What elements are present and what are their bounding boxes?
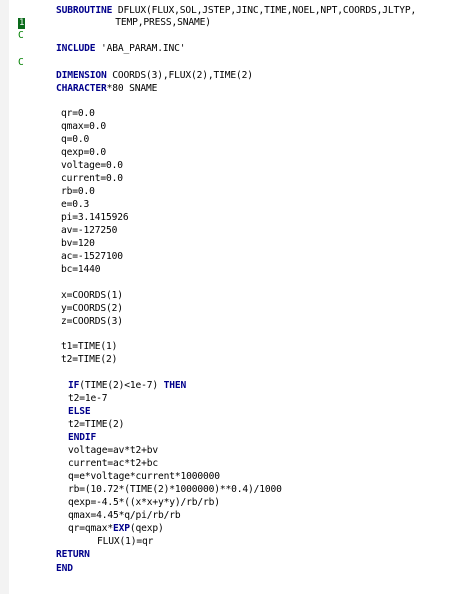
- code-line[interactable]: [18, 56, 24, 69]
- code-text: current=ac*t2+bc: [68, 458, 159, 469]
- code-line[interactable]: [61, 340, 117, 353]
- code-text: pi=3.1415926: [61, 212, 129, 223]
- keyword: SUBROUTINE: [56, 5, 113, 16]
- code-line[interactable]: [61, 353, 117, 366]
- code-text: qexp=-4.5*((x*x+y*y)/rb/rb): [68, 497, 220, 508]
- code-text: 'ABA_PARAM.INC': [95, 43, 186, 54]
- code-text: qmax=4.45*q/pi/rb/rb: [68, 510, 181, 521]
- code-text: qr=0.0: [61, 108, 95, 119]
- code-text: y=COORDS(2): [61, 303, 123, 314]
- code-line[interactable]: [68, 470, 220, 483]
- code-text: qmax=0.0: [61, 121, 107, 132]
- code-line[interactable]: [61, 120, 106, 133]
- code-line[interactable]: [61, 289, 123, 302]
- code-line[interactable]: [68, 483, 282, 496]
- code-line[interactable]: [61, 302, 123, 315]
- code-text: voltage=0.0: [61, 160, 123, 171]
- code-text: qexp=0.0: [61, 147, 107, 158]
- code-line[interactable]: [68, 431, 96, 444]
- code-line[interactable]: [61, 198, 89, 211]
- code-line[interactable]: [56, 69, 253, 82]
- keyword: END: [56, 563, 73, 574]
- code-line[interactable]: [61, 172, 123, 185]
- keyword: DIMENSION: [56, 70, 107, 81]
- code-text: DFLUX(FLUX,SOL,JSTEP,JINC,TIME,NOEL,NPT,COORDS,JLTYP,: [112, 5, 417, 16]
- code-line[interactable]: [56, 82, 157, 95]
- text-cursor: 1: [19, 18, 25, 28]
- code-line[interactable]: [61, 159, 123, 172]
- code-text: q=e*voltage*current*1000000: [68, 471, 220, 482]
- keyword: ENDIF: [68, 432, 97, 443]
- code-line[interactable]: [61, 250, 123, 263]
- keyword: RETURN: [56, 549, 90, 560]
- code-text: t2=TIME(2): [68, 419, 125, 430]
- keyword: CHARACTER: [56, 83, 107, 94]
- code-text: t2=TIME(2): [61, 354, 118, 365]
- code-text: bc=1440: [61, 264, 101, 275]
- code-text: (qexp): [129, 523, 164, 534]
- code-text: bv=120: [61, 238, 95, 249]
- code-line[interactable]: [68, 522, 164, 535]
- keyword: INCLUDE: [56, 43, 96, 54]
- code-text: ac=-1527100: [61, 251, 123, 262]
- code-text: z=COORDS(3): [61, 316, 123, 327]
- code-line[interactable]: [61, 211, 129, 224]
- code-text: x=COORDS(1): [61, 290, 123, 301]
- code-text: rb=(10.72*(TIME(2)*1000000)**0.4)/1000: [68, 484, 282, 495]
- code-text: voltage=av*t2+bv: [68, 445, 159, 456]
- keyword: IF: [68, 380, 80, 391]
- code-line[interactable]: [68, 392, 107, 405]
- code-text: current=0.0: [61, 173, 123, 184]
- code-line[interactable]: [68, 509, 181, 522]
- code-line[interactable]: [61, 146, 106, 159]
- code-line[interactable]: [68, 418, 124, 431]
- code-line[interactable]: [56, 42, 185, 55]
- code-line[interactable]: [68, 379, 186, 392]
- code-text: rb=0.0: [61, 186, 95, 197]
- code-text: av=-127250: [61, 225, 118, 236]
- code-text: qr=qmax*: [68, 523, 114, 534]
- code-line[interactable]: [61, 107, 95, 120]
- code-line[interactable]: [61, 237, 95, 250]
- code-line[interactable]: [18, 29, 24, 42]
- code-line[interactable]: [68, 496, 220, 509]
- code-line[interactable]: [97, 535, 153, 548]
- code-line[interactable]: [56, 562, 73, 575]
- code-text: e=0.3: [61, 199, 90, 210]
- code-text: FLUX(1)=qr: [97, 536, 154, 547]
- code-line[interactable]: [18, 16, 211, 29]
- keyword: THEN: [163, 380, 187, 391]
- code-line[interactable]: [68, 457, 158, 470]
- keyword: EXP: [113, 523, 130, 534]
- code-line[interactable]: [61, 263, 100, 276]
- code-text: *80 SNAME: [106, 83, 158, 94]
- code-line[interactable]: [56, 548, 90, 561]
- comment-marker: C: [18, 30, 24, 41]
- comment-marker: C: [18, 57, 24, 68]
- code-text: t1=TIME(1): [61, 341, 118, 352]
- code-text: q=0.0: [61, 134, 90, 145]
- code-text: COORDS(3),FLUX(2),TIME(2): [106, 70, 253, 81]
- code-line[interactable]: [61, 185, 95, 198]
- code-line[interactable]: [68, 444, 158, 457]
- code-line[interactable]: [61, 224, 117, 237]
- code-line[interactable]: [61, 315, 123, 328]
- code-text: (TIME(2)<1e-7): [79, 380, 164, 391]
- code-line[interactable]: [68, 405, 91, 418]
- keyword: ELSE: [68, 406, 91, 417]
- code-text: TEMP,PRESS,SNAME): [25, 17, 211, 28]
- code-line[interactable]: [61, 133, 89, 146]
- code-text: t2=1e-7: [68, 393, 108, 404]
